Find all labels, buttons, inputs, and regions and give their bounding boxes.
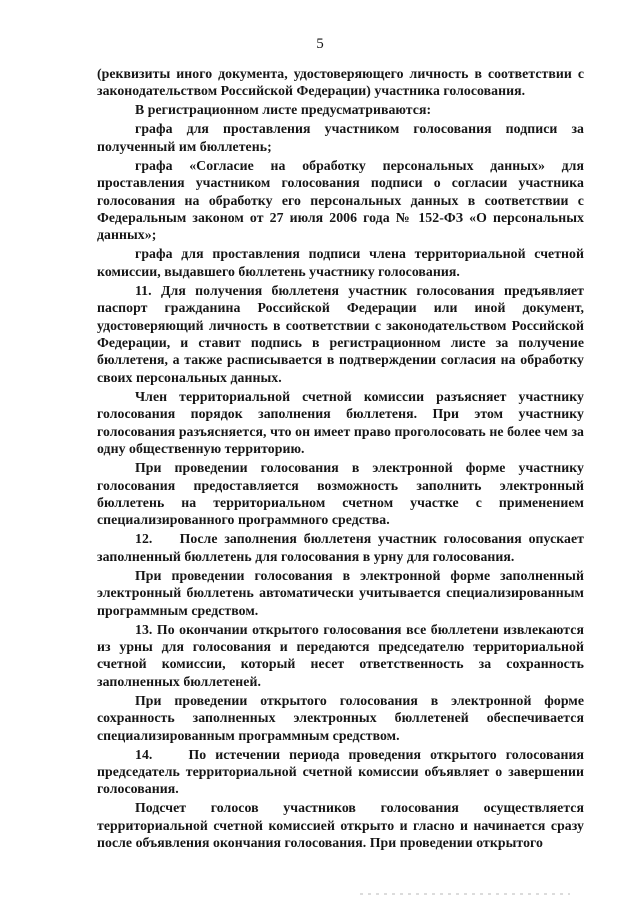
paragraph-clause-12: 12. После заполнения бюллетеня участник голосования опускает заполненный бюллетень для голосования в урну для голосования.	[97, 531, 584, 564]
page-number: 5	[316, 36, 324, 52]
paragraph-identity-document-details: (реквизиты иного документа, удостоверяющего личность в соответствии с законодательством Российской Федерации) участника голосования.	[97, 66, 584, 99]
paragraph-clause-13: 13. По окончании открытого голосования все бюллетени извлекаются из урны для голосования и передаются председателю территориальной счетной комиссии, который несет ответственность за сохранность заполненных бюллетеней.	[97, 621, 584, 689]
paragraph-clause-11: 11. Для получения бюллетеня участник голосования предъявляет паспорт гражданина Российской Федерации или иной документ, удостоверяющий личность в соответствии с законодательством Российской Федерации, и ставит подпись в регистрационном листе за получение бюллетеня, а также расписывается в подтверждении согласия на обработку своих персональных данных.	[97, 282, 584, 385]
paragraph-commission-member-signature-column: графа для проставления подписи члена территориальной счетной комиссии, выдавшего бюллетень участнику голосования.	[97, 246, 584, 279]
paragraph-electronic-ballot-counting: При проведении голосования в электронной форме заполненный электронный бюллетень автоматически учитывается специализированным программным средством.	[97, 567, 584, 618]
document-body	[97, 65, 584, 852]
paragraph-vote-counting: Подсчет голосов участников голосования осуществляется территориальной счетной комиссией открыто и гласно и начинается сразу после объявления окончания голосования. При проведении открытого	[97, 800, 584, 851]
paragraph-ballot-explanation: Член территориальной счетной комиссии разъясняет участнику голосования порядок заполнения бюллетеня. При этом участнику голосования разъясняется, что он имеет право проголосовать не более чем за одну общественную территорию.	[97, 388, 584, 457]
paragraph-electronic-ballot-option: При проведении голосования в электронной форме участнику голосования предоставляется возможность заполнить электронный бюллетень на территориальном счетном участке с применением специализированного программного средства.	[97, 460, 584, 528]
scan-artifact-line	[360, 893, 570, 895]
paragraph-clause-14: 14. По истечении периода проведения открытого голосования председатель территориальной счетной комиссии объявляет о завершении голосования.	[97, 746, 584, 797]
paragraph-signature-column: графа для проставления участником голосования подписи за полученный им бюллетень;	[97, 121, 584, 154]
paragraph-personal-data-consent-column: графа «Согласие на обработку персональных данных» для проставления участником голосования подписи о согласии участника голосования на обработку его персональных данных в соответствии с Федеральным законом от 27 июля 2006 года № 152-ФЗ «О персональных данных»;	[97, 157, 584, 243]
paragraph-electronic-ballot-storage: При проведении открытого голосования в электронной форме сохранность заполненных электронных бюллетеней обеспечивается специализированным программным средством.	[97, 692, 584, 743]
paragraph-registration-sheet-intro: В регистрационном листе предусматриваются:	[135, 102, 432, 118]
